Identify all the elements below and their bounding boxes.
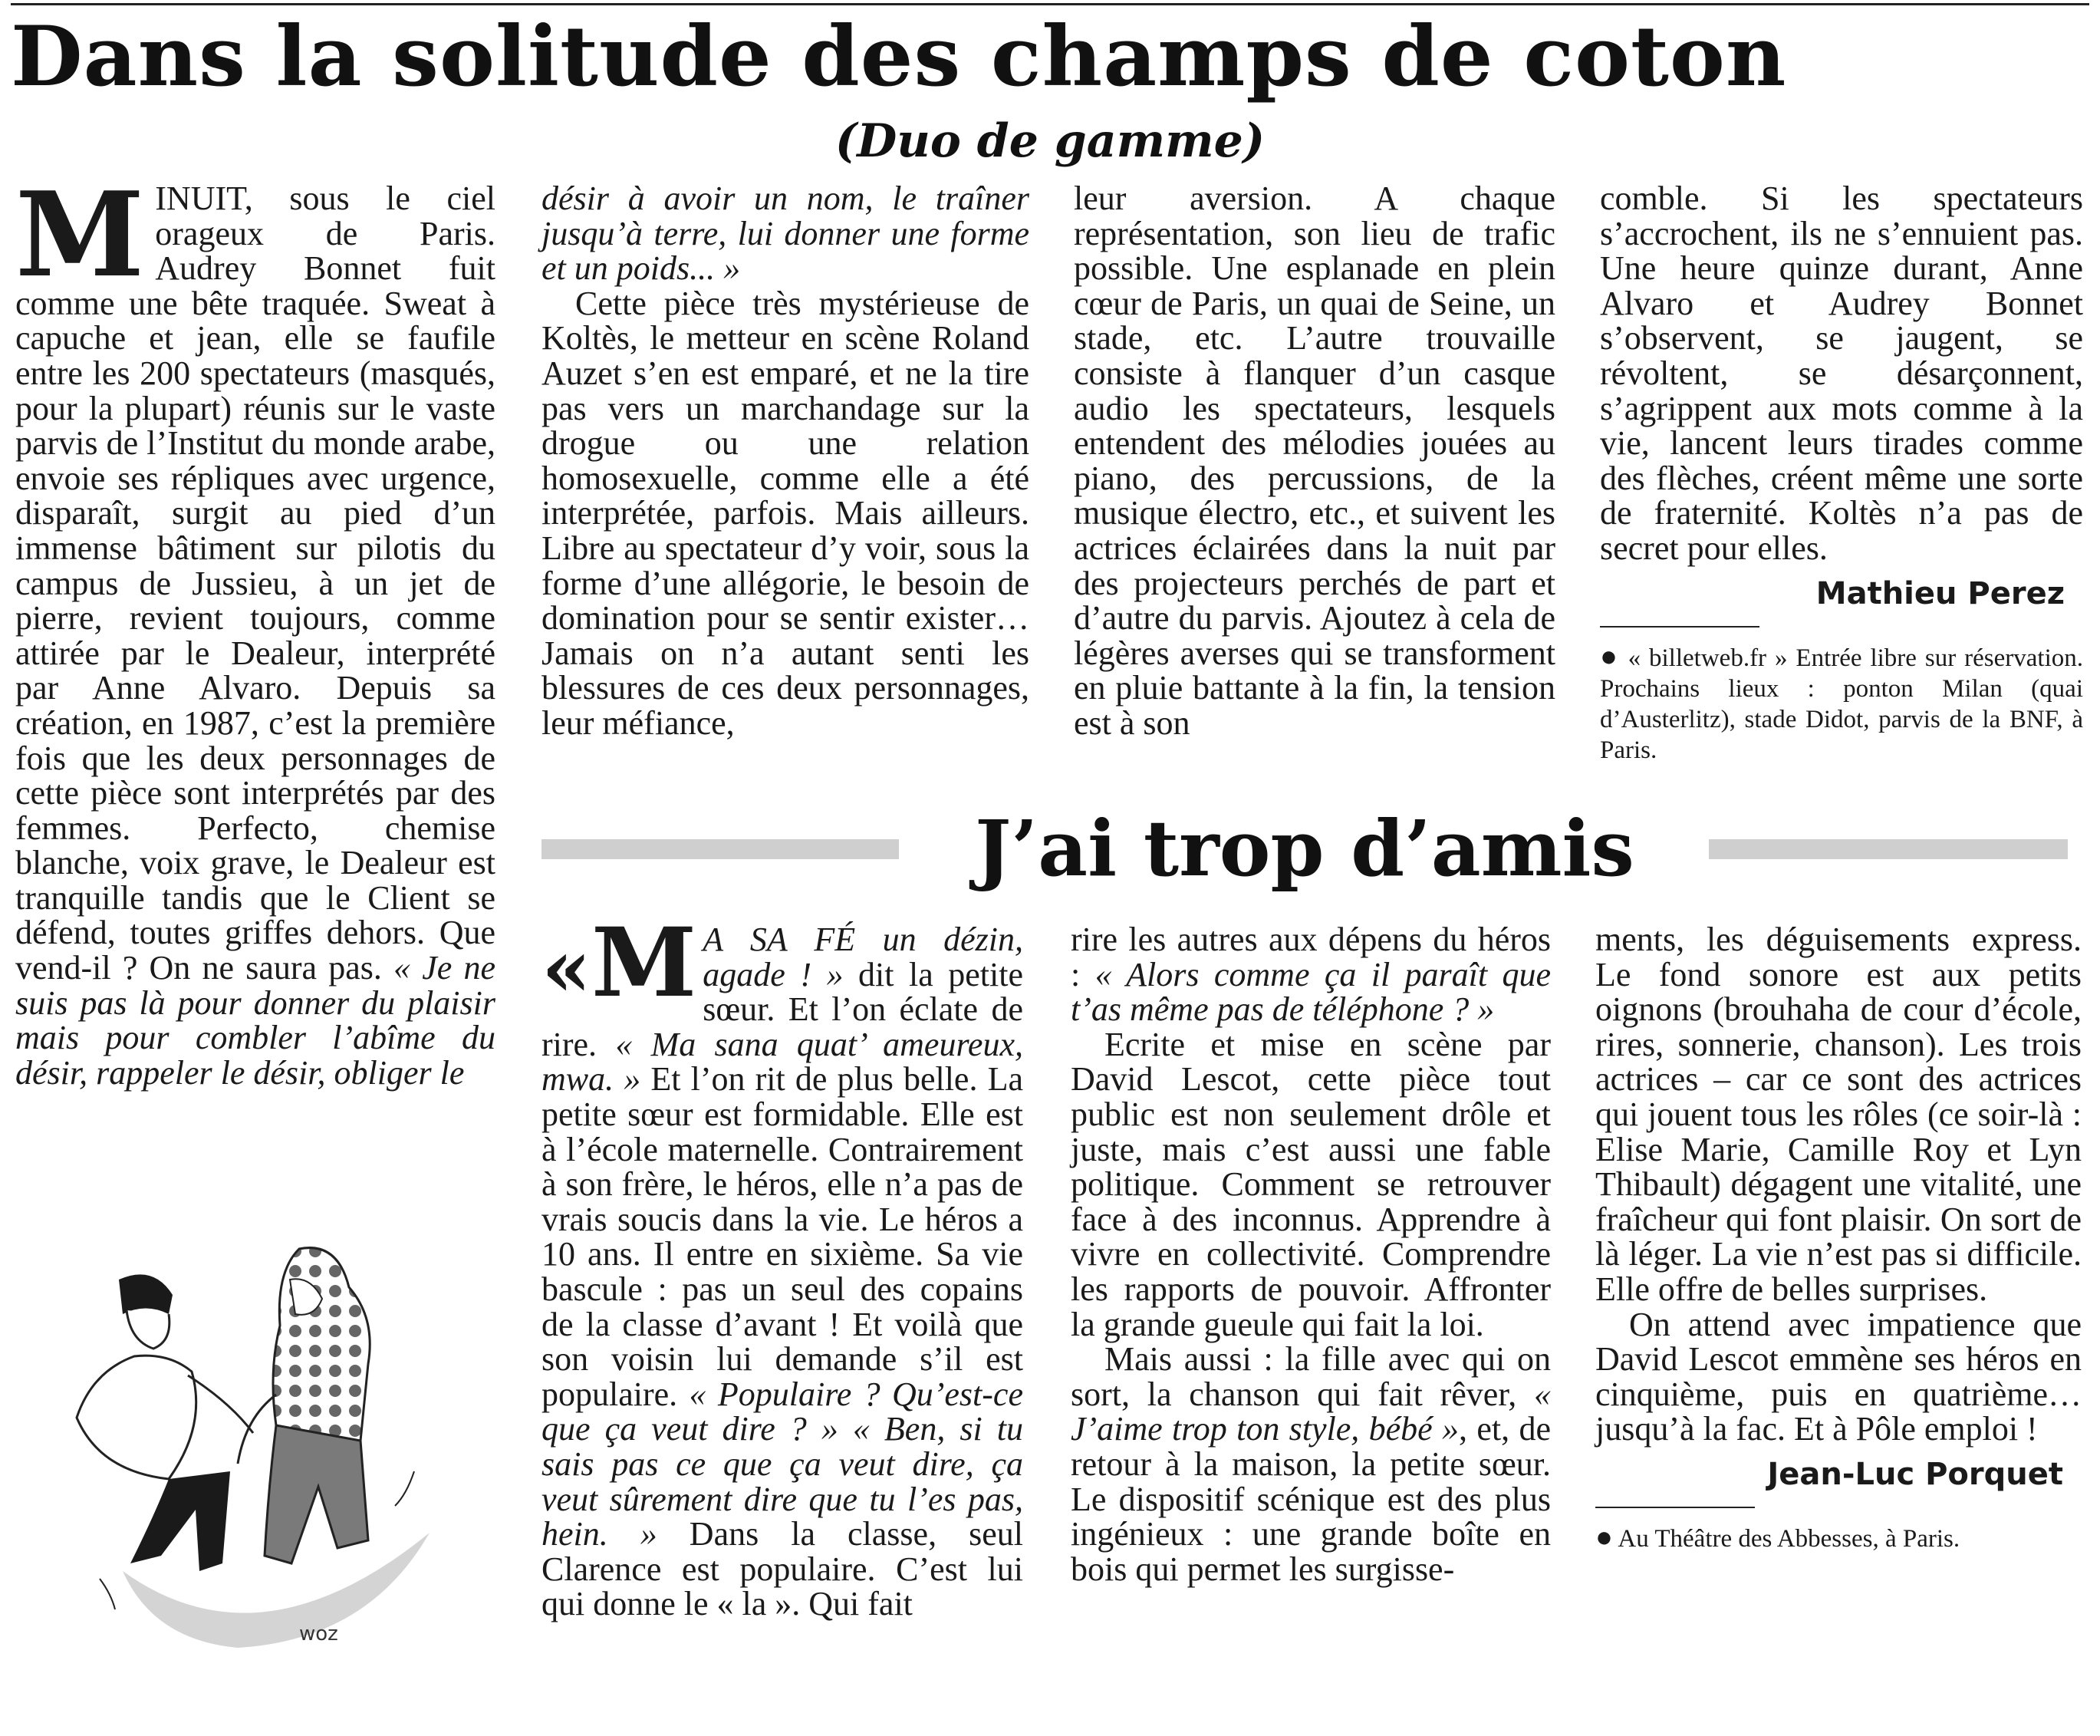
article2-byline: Jean-Luc Porquet [1767, 1456, 2063, 1492]
bullet-icon: ● [1600, 640, 1620, 673]
article2-info-note [1595, 1522, 2082, 1554]
top-rule [11, 3, 2089, 5]
article1-paragraph: leur aversion. A chaque représentation, son lieu de trafic possible. Une esplanade en plein cœur de Paris, un quai de Seine, un stade, etc. L’autre trouvaille consiste à flanquer d’un casque audio les spectateurs, lesquels entendent des mélodies jouées au piano, des percussions, de la musique électro, etc., et suivent les actrices éclairées dans la nuit par des projecteurs perchés de part et d’autre du parvis. Ajoutez à cela de légères averses qui se transforment en pluie battante à la fin, la tension est à son [1074, 180, 1555, 742]
article2-text: , et, de retour à la maison, la petite sœur. Le dispositif scénique est des plus ingénieux : une grande boîte en bois qui permet les surgisse- [1071, 1410, 1551, 1588]
article2-text: Et l’on rit de plus belle. La petite sœur est formidable. Elle est à l’école maternelle. Contrairement à son frère, le héros, elle n’a pas de vrais soucis dans la vie. Le héros a 10 ans. Il entre en sixième. Sa vie bascule : pas un seul des copains de la classe d’avant ! Et voilà que son voisin lui demande s’il est populaire. [541, 1060, 1023, 1413]
article2-quote: « J’aime trop ton style, bébé » [1071, 1375, 1551, 1448]
article1-column-1 [15, 166, 495, 1092]
article2-text: dit la petite sœur. Et l’on éclate de rire. [541, 955, 1024, 1063]
article2-quote: « Ma sana quat’ ameureux, mwa. » [541, 1025, 1023, 1099]
figure-pants [265, 1425, 368, 1563]
figure-arm-2 [238, 1395, 276, 1464]
article1-column-2 [541, 181, 1029, 741]
article2-headline: J’ai trop d’amis [975, 803, 1634, 894]
article1-subtitle: (Duo de gamme) [834, 114, 1266, 168]
illustration-signature: woz [299, 1622, 338, 1645]
article1-paragraph: Cette pièce très mystérieuse de Koltès, le metteur en scène Roland Auzet s’en est emparé, et ne la tire pas vers un marchandage sur la drogue ou une relation homosexuelle, comme elle a été interprétée, parfois. Mais ailleurs. Libre au spectateur d’y voir, sous la forme d’une allégorie, le besoin de domination pour se sentir exister… Jamais on n’a autant senti les blessures de ces deux personnages, leur méfiance, [541, 284, 1029, 742]
article1-headline: Dans la solitude des champs de coton [11, 8, 1787, 105]
figure-hair [119, 1274, 173, 1314]
article2-open-quote: «M [541, 908, 697, 1019]
article2-paragraph: ments, les déguisements express. Le fond sonore est aux petits oignons (brouhaha de cour d’école, rires, sonnerie, chanson). Les trois actrices – car ce sont des actrices qui jouent tous les rôles (ce soir-là : Elise Marie, Camille Roy et Lyn Thibault) dégagent une vitalité, une fraîcheur qui font plaisir. On sort de là léger. La vie n’est pas si difficile. Elle offre de belles surprises. [1595, 921, 2082, 1308]
article2-column-2 [1071, 922, 1551, 1586]
article2-quote: « Alors comme ça il paraît que t’as même pas de téléphone ? » [1071, 955, 1551, 1029]
figure-torso [77, 1356, 196, 1479]
article2-lead-quote: A SA FÉ un dézin, agade ! » [703, 921, 1023, 993]
article2-paragraph: Ecrite et mise en scène par David Lescot, cette pièce tout public est non seulement drôle et juste, mais c’est aussi une fable politique. Comment se retrouver face à des inconnus. Apprendre à vivre en collectivité. Comprendre les rapports de pouvoir. Affronter la grande gueule qui fait la loi. [1071, 1025, 1551, 1343]
article2-column-1 [541, 908, 1024, 1623]
article1-byline: Mathieu Perez [1815, 575, 2065, 611]
figure-hood [273, 1248, 370, 1453]
article1-lead-text: INUIT, sous le ciel orageux de Paris. Audrey Bonnet fuit comme une bête traquée. Sweat à capuche et jean, elle se faufile entre les 200 spectateurs (masqués, pour la plupart) réunis sur le vaste parvis de l’Institut du monde arabe, envoie ses répliques avec urgence, disparaît, surgit au pied d’un immense bâtiment sur pilotis du campus de Jussieu, à un jet de pierre, revient toujours, comme attirée par le Dealeur, interprété par Anne Alvaro. Depuis sa création, en 1987, c’est la première fois que les deux personnages de cette pièce sont interprétés par des femmes. Perfecto, chemise blanche, voix grave, le Dealeur est tranquille tandis que le Client se défend, toutes griffes dehors. Que vend-il ? On ne saura pas. [15, 180, 495, 987]
illustration [46, 1241, 476, 1671]
article2-header [541, 802, 2068, 894]
article1-column-4 [1600, 181, 2083, 766]
article2-paragraph: On attend avec impatience que David Lescot emmène ses héros en cinquième, puis en quatrième… jusqu’à la fac. Et à Pôle emploi ! [1595, 1305, 2082, 1448]
article1-column-3 [1074, 181, 1555, 741]
article1-quote-continued: désir à avoir un nom, le traîner jusqu’à terre, lui donner une forme et un poids... » [541, 180, 1029, 288]
article1-quote: « Je ne suis pas là pour donner du plaisir mais pour combler l’abîme du désir, rappeler le désir, obliger le [15, 949, 495, 1092]
article1-dropcap: M [15, 166, 145, 303]
article2-text: Dans la classe, seul Clarence est populaire. C’est lui qui donne le « la ». Qui fait [541, 1515, 1023, 1623]
dancers-illustration [46, 1241, 476, 1671]
article1-paragraph: comble. Si les spectateurs s’accrochent, ils ne s’ennuient pas. Une heure quinze durant, Anne Alvaro et Audrey Bonnet s’observent, se jaugent, se révoltent, se désarçonnent, s’agrippent aux mots comme à la vie, lancent leurs tirades comme des flèches, créent même une sorte de fraternité. Koltès n’a pas de secret pour elles. [1600, 180, 2083, 567]
article1-info-text: « billetweb.fr » Entrée libre sur réservation. Prochains lieux : ponton Milan (quai d’Austerlitz), stade Didot, parvis de la BNF, à Paris. [1600, 644, 2083, 764]
article2-text: Mais aussi : la fille avec qui on sort, la chanson qui fait rêver, [1071, 1340, 1551, 1413]
bullet-icon: ● [1595, 1520, 1613, 1553]
article2-note-rule [1595, 1507, 1755, 1508]
article2-column-3 [1595, 922, 2082, 1554]
article1-note-rule [1600, 626, 1759, 628]
figure-arm [188, 1375, 253, 1433]
article2-quote: « Populaire ? Qu’est-ce que ça veut dire ? » « Ben, si tu sais pas ce que ça veut dire, ça veut sûrement dire que tu l’es pas, hein. » [541, 1375, 1023, 1553]
figure-head [127, 1310, 170, 1349]
article1-info-note [1600, 641, 2083, 766]
article2-text: rire les autres aux dépens du héros : [1071, 921, 1551, 993]
article2-info-text: Au Théâtre des Abbesses, à Paris. [1618, 1524, 1960, 1553]
figure-legs [130, 1471, 230, 1571]
